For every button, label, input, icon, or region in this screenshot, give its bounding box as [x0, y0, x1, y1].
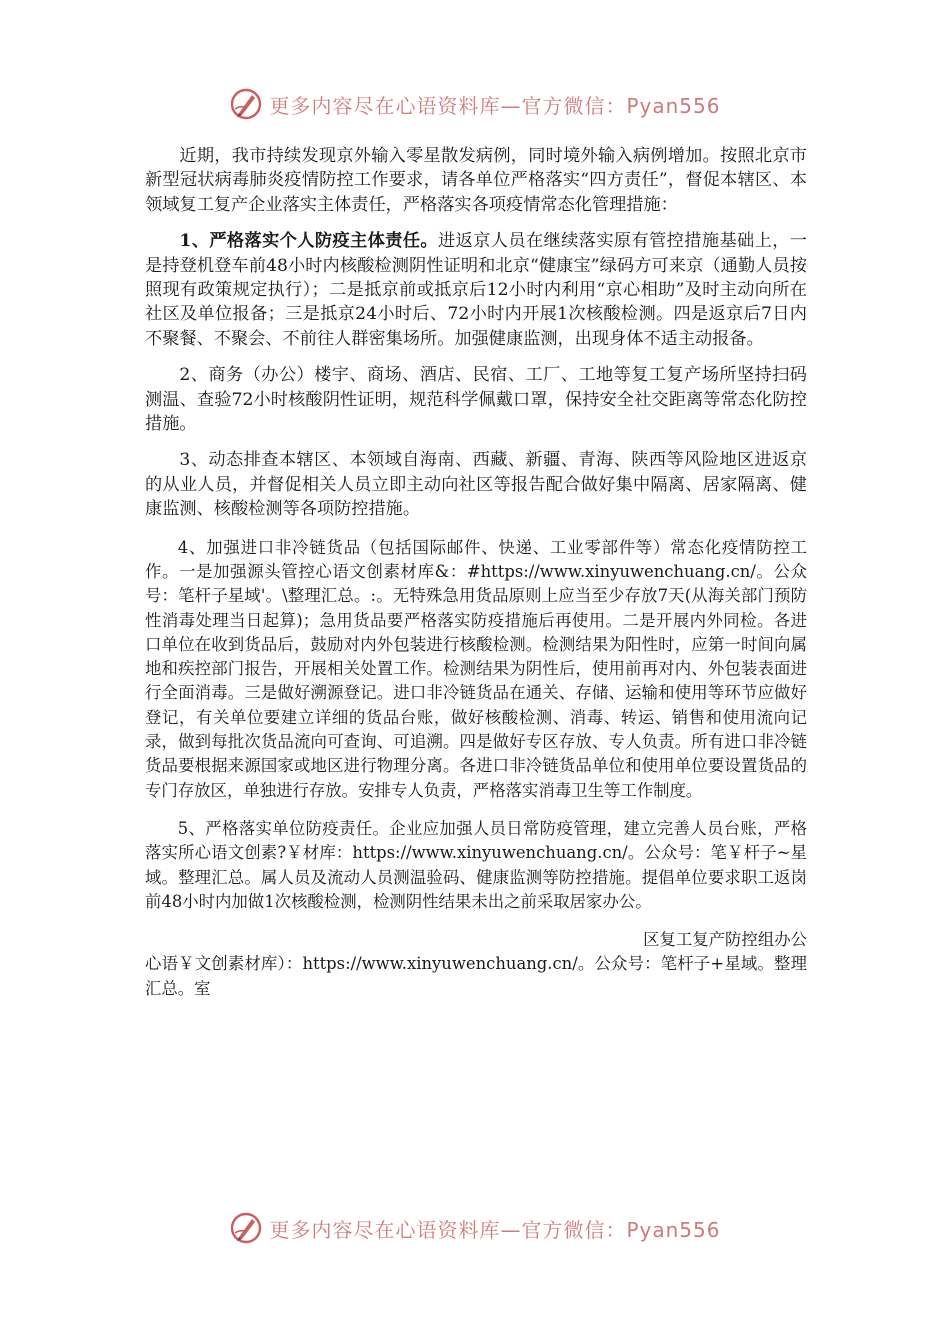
footer-watermark-banner: [0, 1208, 950, 1248]
pen-quill-icon: [229, 1211, 263, 1245]
banner-text: 更多内容尽在心语资料库—官方微信：Pyan556: [269, 1217, 721, 1242]
document-body: [145, 144, 807, 1001]
signoff-line: 区复工复产防控组办公: [643, 930, 807, 950]
header-watermark-banner: [0, 84, 950, 124]
item-3-paragraph: 3、动态排查本辖区、本领域自海南、西藏、新疆、青海、陕西等风险地区进返京的从业人员，并督促相关人员立即主动向社区等报告配合做好集中隔离、居家隔离、健康监测、核酸检测等各项防控措施。: [145, 450, 807, 520]
item-1-text: 进返京人员在继续落实原有管控措施基础上，一是持登机登车前48小时内核酸检测阴性证明和北京“健康宝”绿码方可来京（通勤人员按照现有政策规定执行）；二是抵京前或抵京后12小时内利用“京心相助”及时主动向所在社区及单位报备；三是抵京24小时后、72小时内开展1次核酸检测。四是返京后7日内不聚餐、不聚会、不前往人群密集场所。加强健康监测，出现身体不适主动报备。: [145, 231, 807, 349]
item-5-paragraph: 5、严格落实单位防疫责任。企业应加强人员日常防疫管理，建立完善人员台账，严格落实所心语文创素?￥材库：https://www.xinyuwenchuang.cn/。公众号：笔￥杆子~星域。整理汇总。属人员及流动人员测温验码、健康监测等防控措施。提倡单位要求职工返岗前48小时内加做1次核酸检测，检测阴性结果未出之前采取居家办公。: [145, 818, 807, 911]
banner-text: 更多内容尽在心语资料库—官方微信：Pyan556: [269, 93, 721, 118]
trailer-text: 心语￥文创素材库）：https://www.xinyuwenchuang.cn/。公众号：笔杆子+星域。整理汇总。室: [145, 954, 807, 998]
intro-paragraph: 近期，我市持续发现京外输入零星散发病例，同时境外输入病例增加。按照北京市新型冠状病毒肺炎疫情防控工作要求，请各单位严格落实“四方责任”，督促本辖区、本领域复工复产企业落实主体责任，严格落实各项疫情常态化管理措施：: [145, 146, 807, 215]
item-1-heading: 1、严格落实个人防疫主体责任。: [179, 231, 439, 252]
pen-quill-icon: [229, 87, 263, 121]
item-4-paragraph: 4、加强进口非冷链货品（包括国际邮件、快递、工业零部件等）常态化疫情防控工作。一是加强源头管控心语文创素材库&：#https://www.xinyuwenchuang.cn/。公众号：笔杆子星域'。\整理汇总。:。无特殊急用货品原则上应当至少存放7天(从海关部门预防性消毒处理当日起算)；急用货品要严格落实防疫措施后再使用。二是开展内外同检。各进口单位在收到货品后，鼓励对内外包装进行核酸检测。检测结果为阳性时，应第一时间向属地和疾控部门报告，开展相关处置工作。检测结果为阴性后，使用前再对内、外包装表面进行全面消毒。三是做好溯源登记。进口非冷链货品在通关、存储、运输和使用等环节应做好登记，有关单位要建立详细的货品台账，做好核酸检测、消毒、转运、销售和使用流向记录，做到每批次货品流向可查询、可追溯。四是做好专区存放、专人负责。所有进口非冷链货品要根据来源国家或地区进行物理分离。各进口非冷链货品单位和使用单位要设置货品的专门存放区，单独进行存放。安排专人负责，严格落实消毒卫生等工作制度。: [145, 537, 807, 800]
item-1-paragraph: [145, 229, 807, 351]
item-2-paragraph: 2、商务（办公）楼宇、商场、酒店、民宿、工厂、工地等复工复产场所坚持扫码测温、查验72小时核酸阴性证明，规范科学佩戴口罩，保持安全社交距离等常态化防控措施。: [145, 365, 807, 435]
